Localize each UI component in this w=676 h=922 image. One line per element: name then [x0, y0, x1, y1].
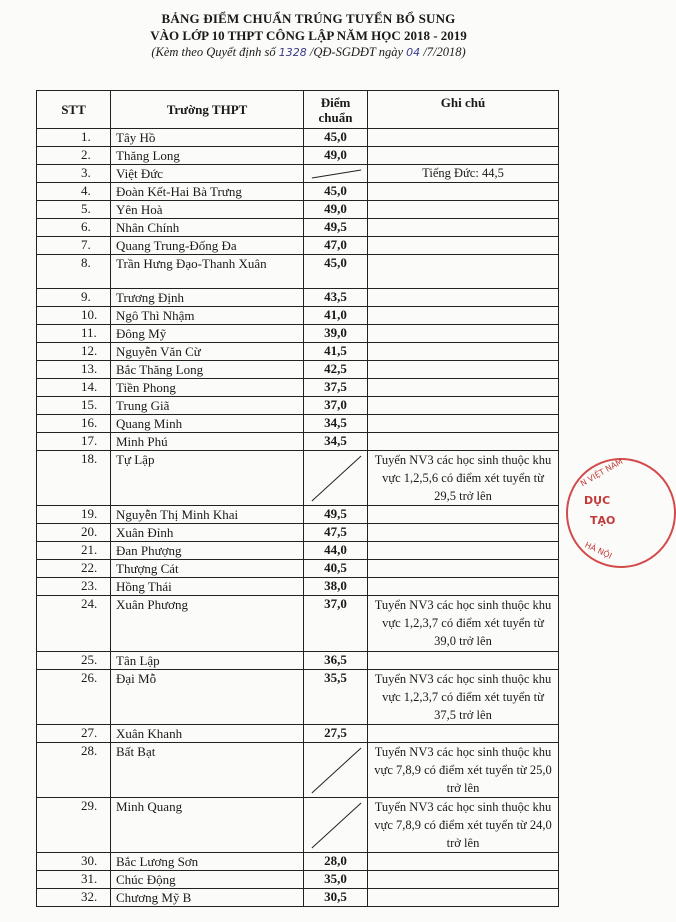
slash-mark	[304, 454, 367, 503]
cell-score: 43,5	[304, 289, 368, 307]
cell-stt: 3.	[37, 165, 111, 183]
cell-school: Quang Minh	[111, 415, 304, 433]
cell-school: Đoàn Kết-Hai Bà Trưng	[111, 183, 304, 201]
table-row	[37, 255, 559, 289]
cell-score: 34,5	[304, 415, 368, 433]
table-row	[37, 560, 559, 578]
cell-score: 42,5	[304, 361, 368, 379]
cell-school: Bắc Lương Sơn	[111, 853, 304, 871]
cell-score: 37,5	[304, 379, 368, 397]
cell-score: 45,0	[304, 129, 368, 147]
cell-note	[368, 201, 559, 219]
cell-note	[368, 147, 559, 165]
column-header-note: Ghi chú	[368, 91, 559, 129]
seal-text-2: TẠO	[590, 514, 616, 527]
cell-school: Nguyễn Thị Minh Khai	[111, 506, 304, 524]
cell-note: Tuyển NV3 các học sinh thuộc khu vực 1,2,3,7 có điểm xét tuyển từ 37,5 trở lên	[368, 670, 559, 725]
cell-note	[368, 560, 559, 578]
table-row	[37, 415, 559, 433]
cell-school: Hồng Thái	[111, 578, 304, 596]
cell-note: Tuyển NV3 các học sinh thuộc khu vực 1,2,5,6 có điểm xét tuyển từ 29,5 trở lên	[368, 451, 559, 506]
table-row	[37, 652, 559, 670]
table-row	[37, 451, 559, 506]
cell-score: 45,0	[304, 255, 368, 289]
cell-school: Thượng Cát	[111, 560, 304, 578]
column-header-school: Trường THPT	[111, 91, 304, 129]
table-row	[37, 237, 559, 255]
cell-stt: 11.	[37, 325, 111, 343]
cell-score: 37,0	[304, 596, 368, 652]
cell-stt: 12.	[37, 343, 111, 361]
table-row	[37, 743, 559, 798]
cell-school: Chương Mỹ B	[111, 889, 304, 907]
cell-score: 37,0	[304, 397, 368, 415]
column-header-stt: STT	[37, 91, 111, 129]
table-row	[37, 725, 559, 743]
cell-school: Minh Quang	[111, 798, 304, 853]
cell-score	[304, 451, 368, 506]
table-row	[37, 871, 559, 889]
cell-school: Quang Trung-Đống Đa	[111, 237, 304, 255]
cell-stt: 13.	[37, 361, 111, 379]
table-row	[37, 578, 559, 596]
column-header-score-line2: chuẩn	[318, 109, 353, 125]
table-row	[37, 289, 559, 307]
table-row	[37, 129, 559, 147]
cell-note	[368, 237, 559, 255]
table-row	[37, 325, 559, 343]
decision-day-handwritten: 04	[406, 46, 421, 59]
slash-mark	[304, 746, 367, 795]
table-row	[37, 361, 559, 379]
cell-stt: 5.	[37, 201, 111, 219]
cell-stt: 6.	[37, 219, 111, 237]
table-row	[37, 542, 559, 560]
cell-score: 45,0	[304, 183, 368, 201]
cell-score	[304, 743, 368, 798]
cell-score: 49,0	[304, 201, 368, 219]
document-header	[0, 10, 617, 61]
cell-note	[368, 652, 559, 670]
slash-mark	[304, 801, 367, 850]
cell-stt: 19.	[37, 506, 111, 524]
cell-note	[368, 129, 559, 147]
cell-school: Trung Giã	[111, 397, 304, 415]
table-row	[37, 219, 559, 237]
cell-school: Tiền Phong	[111, 379, 304, 397]
cell-stt: 4.	[37, 183, 111, 201]
table-header-row	[37, 91, 559, 129]
table-row	[37, 379, 559, 397]
cell-note	[368, 725, 559, 743]
cell-note	[368, 524, 559, 542]
cell-school: Tân Lập	[111, 652, 304, 670]
cell-score: 34,5	[304, 433, 368, 451]
cell-note	[368, 307, 559, 325]
seal-text-bottom: HÀ NỘI	[583, 540, 614, 561]
cell-stt: 32.	[37, 889, 111, 907]
cell-note	[368, 871, 559, 889]
cell-note	[368, 379, 559, 397]
cell-stt: 21.	[37, 542, 111, 560]
cell-note: Tiếng Đức: 44,5	[368, 165, 559, 183]
cell-score: 35,0	[304, 871, 368, 889]
cell-score: 35,5	[304, 670, 368, 725]
cell-score: 39,0	[304, 325, 368, 343]
seal-text-1: DỤC	[584, 494, 611, 507]
cell-score: 49,0	[304, 147, 368, 165]
cell-score	[304, 165, 368, 183]
table-row	[37, 433, 559, 451]
cell-stt: 22.	[37, 560, 111, 578]
cell-school: Việt Đức	[111, 165, 304, 183]
cell-score: 36,5	[304, 652, 368, 670]
table-row	[37, 853, 559, 871]
cell-school: Xuân Khanh	[111, 725, 304, 743]
cell-school: Xuân Phương	[111, 596, 304, 652]
cell-score: 28,0	[304, 853, 368, 871]
cell-score	[304, 798, 368, 853]
cell-note	[368, 433, 559, 451]
cell-score: 47,5	[304, 524, 368, 542]
cell-note: Tuyển NV3 các học sinh thuộc khu vực 7,8,9 có điểm xét tuyển từ 24,0 trở lên	[368, 798, 559, 853]
cell-school: Trương Định	[111, 289, 304, 307]
admission-score-table	[36, 90, 559, 907]
cell-note	[368, 578, 559, 596]
cell-note	[368, 343, 559, 361]
cell-stt: 1.	[37, 129, 111, 147]
cell-score: 41,0	[304, 307, 368, 325]
cell-note	[368, 361, 559, 379]
cell-score: 30,5	[304, 889, 368, 907]
cell-note	[368, 289, 559, 307]
table-row	[37, 165, 559, 183]
cell-note	[368, 397, 559, 415]
table-row	[37, 147, 559, 165]
cell-score: 40,5	[304, 560, 368, 578]
cell-note	[368, 889, 559, 907]
column-header-score	[304, 91, 368, 129]
cell-school: Nhân Chính	[111, 219, 304, 237]
cell-note: Tuyển NV3 các học sinh thuộc khu vực 1,2,3,7 có điểm xét tuyển từ 39,0 trở lên	[368, 596, 559, 652]
cell-stt: 9.	[37, 289, 111, 307]
cell-stt: 31.	[37, 871, 111, 889]
cell-stt: 17.	[37, 433, 111, 451]
column-header-score-line1: Điểm	[320, 94, 351, 110]
cell-stt: 14.	[37, 379, 111, 397]
cell-school: Yên Hoà	[111, 201, 304, 219]
cell-school: Tây Hồ	[111, 129, 304, 147]
table-row	[37, 798, 559, 853]
table-body	[37, 129, 559, 907]
cell-stt: 7.	[37, 237, 111, 255]
cell-note	[368, 255, 559, 289]
cell-school: Tự Lập	[111, 451, 304, 506]
cell-note	[368, 853, 559, 871]
cell-stt: 24.	[37, 596, 111, 652]
decision-number-handwritten: 1328	[278, 46, 307, 59]
cell-score: 38,0	[304, 578, 368, 596]
cell-stt: 20.	[37, 524, 111, 542]
cell-school: Xuân Đỉnh	[111, 524, 304, 542]
official-seal	[566, 458, 676, 568]
table-row	[37, 397, 559, 415]
decision-reference-prefix: (Kèm theo Quyết định số	[151, 45, 279, 59]
cell-score: 49,5	[304, 506, 368, 524]
table-row	[37, 307, 559, 325]
decision-reference-middle: /QĐ-SGDĐT ngày	[306, 45, 407, 59]
cell-stt: 30.	[37, 853, 111, 871]
cell-school: Minh Phú	[111, 433, 304, 451]
cell-note	[368, 219, 559, 237]
table-row	[37, 524, 559, 542]
cell-stt: 29.	[37, 798, 111, 853]
table-row	[37, 596, 559, 652]
cell-school: Bắc Thăng Long	[111, 361, 304, 379]
cell-stt: 16.	[37, 415, 111, 433]
seal-text-top: N VIỆT NAM	[578, 456, 625, 489]
cell-stt: 27.	[37, 725, 111, 743]
cell-school: Đan Phượng	[111, 542, 304, 560]
decision-reference-suffix: /7/2018)	[420, 45, 466, 59]
slash-mark	[304, 168, 367, 180]
cell-score: 49,5	[304, 219, 368, 237]
cell-school: Trần Hưng Đạo-Thanh Xuân	[111, 255, 304, 289]
document-subtitle: VÀO LỚP 10 THPT CÔNG LẬP NĂM HỌC 2018 - 2019	[150, 28, 467, 43]
decision-reference	[0, 44, 617, 61]
cell-score: 41,5	[304, 343, 368, 361]
cell-stt: 8.	[37, 255, 111, 289]
cell-score: 44,0	[304, 542, 368, 560]
document-title: BẢNG ĐIỂM CHUẨN TRÚNG TUYỂN BỔ SUNG	[161, 11, 456, 26]
cell-school: Đông Mỹ	[111, 325, 304, 343]
table-row	[37, 201, 559, 219]
cell-stt: 10.	[37, 307, 111, 325]
cell-stt: 26.	[37, 670, 111, 725]
cell-note	[368, 415, 559, 433]
table-row	[37, 343, 559, 361]
cell-note	[368, 542, 559, 560]
cell-school: Đại Mỗ	[111, 670, 304, 725]
cell-stt: 18.	[37, 451, 111, 506]
cell-stt: 23.	[37, 578, 111, 596]
cell-school: Nguyễn Văn Cừ	[111, 343, 304, 361]
table-row	[37, 506, 559, 524]
cell-score: 27,5	[304, 725, 368, 743]
cell-note: Tuyển NV3 các học sinh thuộc khu vực 7,8,9 có điểm xét tuyển từ 25,0 trở lên	[368, 743, 559, 798]
cell-stt: 15.	[37, 397, 111, 415]
cell-note	[368, 183, 559, 201]
table-row	[37, 670, 559, 725]
cell-stt: 2.	[37, 147, 111, 165]
cell-school: Thăng Long	[111, 147, 304, 165]
cell-score: 47,0	[304, 237, 368, 255]
cell-stt: 25.	[37, 652, 111, 670]
cell-school: Ngô Thì Nhậm	[111, 307, 304, 325]
cell-note	[368, 506, 559, 524]
cell-school: Chúc Động	[111, 871, 304, 889]
cell-school: Bất Bạt	[111, 743, 304, 798]
cell-note	[368, 325, 559, 343]
cell-stt: 28.	[37, 743, 111, 798]
table-row	[37, 889, 559, 907]
table-row	[37, 183, 559, 201]
